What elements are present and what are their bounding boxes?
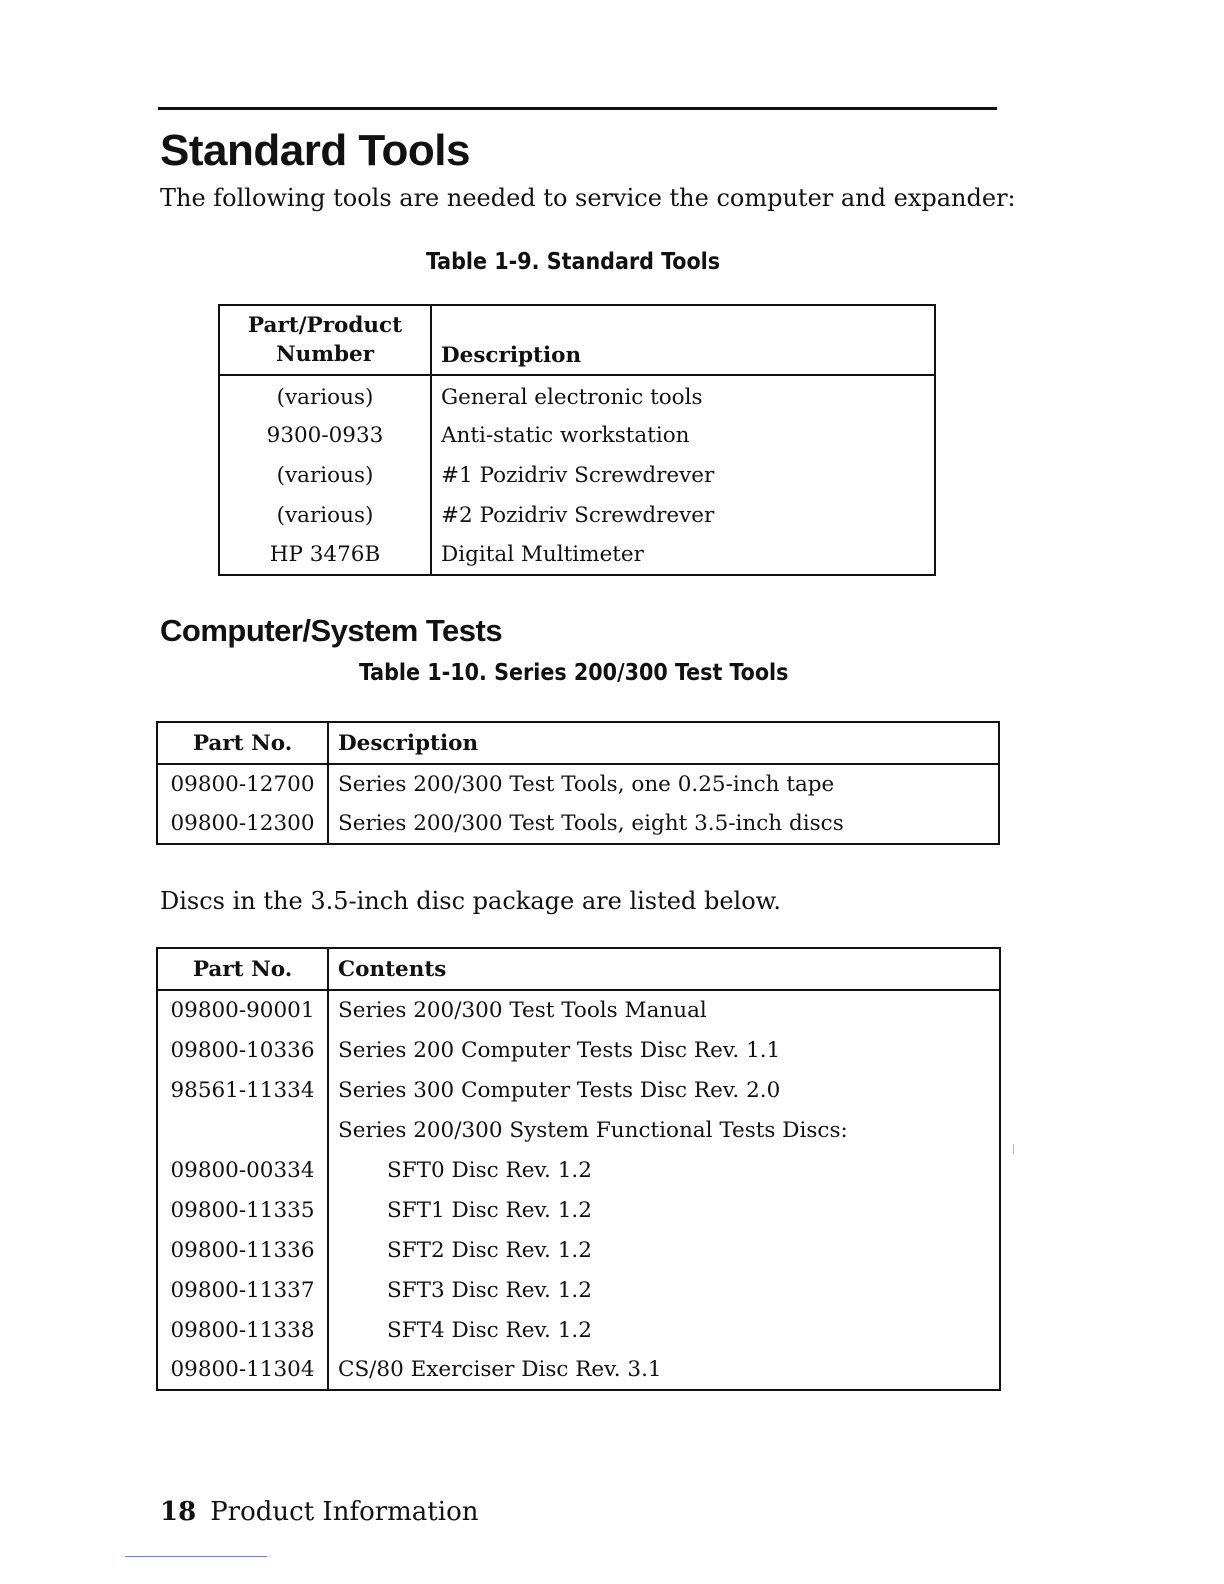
- table-1-9-caption: Table 1-9. Standard Tools: [426, 249, 721, 275]
- description-cell: Digital Multimeter: [441, 542, 644, 567]
- part-cell: 09800-90001: [157, 990, 328, 1030]
- description-cell: Series 200/300 Test Tools, eight 3.5-inch discs: [338, 811, 844, 836]
- table-row: [219, 375, 935, 415]
- contents-cell: SFT4 Disc Rev. 1.2: [387, 1317, 592, 1343]
- disc-package-intro: Discs in the 3.5-inch disc package are listed below.: [160, 887, 781, 915]
- contents-cell: Series 200 Computer Tests Disc Rev. 1.1: [338, 1037, 781, 1063]
- table-row: [157, 1190, 1000, 1230]
- table-row: [157, 1310, 1000, 1350]
- table-row: [157, 764, 999, 804]
- section-title-computer-system-tests: Computer/System Tests: [160, 613, 503, 648]
- page-title: Standard Tools: [160, 126, 470, 175]
- contents-cell: Series 200/300 System Functional Tests Discs:: [338, 1117, 848, 1143]
- scan-artifact: [1013, 1144, 1014, 1154]
- table-row: [157, 1030, 1000, 1070]
- standard-tools-intro: The following tools are needed to service the computer and expander:: [160, 184, 1016, 212]
- contents-cell: CS/80 Exerciser Disc Rev. 3.1: [338, 1357, 662, 1382]
- table-row: [157, 1070, 1000, 1110]
- description-cell: General electronic tools: [441, 385, 703, 410]
- table-row: [157, 990, 1000, 1030]
- disc-contents-table: [156, 947, 1001, 1391]
- table-row: [219, 495, 935, 535]
- part-product-number-header: [219, 305, 431, 375]
- table-row: [157, 1110, 1000, 1150]
- table-1-10-caption: Table 1-10. Series 200/300 Test Tools: [359, 660, 789, 686]
- table-row: [219, 535, 935, 575]
- contents-cell: SFT2 Disc Rev. 1.2: [387, 1237, 592, 1263]
- description-cell: Series 200/300 Test Tools, one 0.25-inch tape: [338, 772, 835, 797]
- description-cell: #1 Pozidriv Screwdrever: [441, 462, 715, 488]
- contents-cell: Series 200/300 Test Tools Manual: [338, 998, 707, 1023]
- table-row: [157, 1150, 1000, 1190]
- table-row: [219, 455, 935, 495]
- description-cell: Anti-static workstation: [441, 422, 690, 448]
- table-header-row: [157, 722, 999, 764]
- table-row: [157, 804, 999, 844]
- header-line-1: Part/Product: [247, 313, 403, 338]
- part-cell: (various): [219, 495, 431, 535]
- contents-cell: SFT1 Disc Rev. 1.2: [387, 1197, 592, 1223]
- part-cell: 09800-12300: [157, 804, 328, 844]
- test-tools-table: [156, 721, 1000, 845]
- description-header: Description: [441, 343, 582, 368]
- part-cell: [157, 1110, 328, 1150]
- part-cell: 98561-11334: [157, 1070, 328, 1110]
- contents-cell: Series 300 Computer Tests Disc Rev. 2.0: [338, 1077, 781, 1103]
- table-row: [219, 415, 935, 455]
- part-cell: 09800-12700: [157, 764, 328, 804]
- page-number: 18: [160, 1497, 197, 1527]
- description-cell: #2 Pozidriv Screwdrever: [441, 502, 715, 528]
- part-cell: 9300-0933: [219, 415, 431, 455]
- part-cell: (various): [219, 375, 431, 415]
- part-cell: HP 3476B: [219, 535, 431, 575]
- standard-tools-table: [218, 304, 936, 576]
- contents-cell: SFT0 Disc Rev. 1.2: [387, 1157, 592, 1183]
- part-no-header: Part No.: [157, 948, 328, 990]
- contents-cell: SFT3 Disc Rev. 1.2: [387, 1277, 592, 1303]
- page-footer: [160, 1497, 478, 1527]
- part-cell: 09800-11337: [157, 1270, 328, 1310]
- table-row: [157, 1350, 1000, 1390]
- part-cell: 09800-11336: [157, 1230, 328, 1270]
- top-rule: [158, 107, 997, 110]
- table-row: [157, 1270, 1000, 1310]
- part-no-header: Part No.: [157, 722, 328, 764]
- description-header: Description: [338, 730, 479, 756]
- contents-header: Contents: [338, 956, 447, 982]
- part-cell: (various): [219, 455, 431, 495]
- table-header-row: [157, 948, 1000, 990]
- bottom-rule: [125, 1556, 267, 1557]
- header-line-2: Number: [275, 342, 375, 367]
- part-cell: 09800-11338: [157, 1310, 328, 1350]
- table-header-row: [219, 305, 935, 375]
- part-cell: 09800-11335: [157, 1190, 328, 1230]
- footer-section-name: Product Information: [210, 1497, 479, 1527]
- part-cell: 09800-10336: [157, 1030, 328, 1070]
- table-row: [157, 1230, 1000, 1270]
- part-cell: 09800-11304: [157, 1350, 328, 1390]
- part-cell: 09800-00334: [157, 1150, 328, 1190]
